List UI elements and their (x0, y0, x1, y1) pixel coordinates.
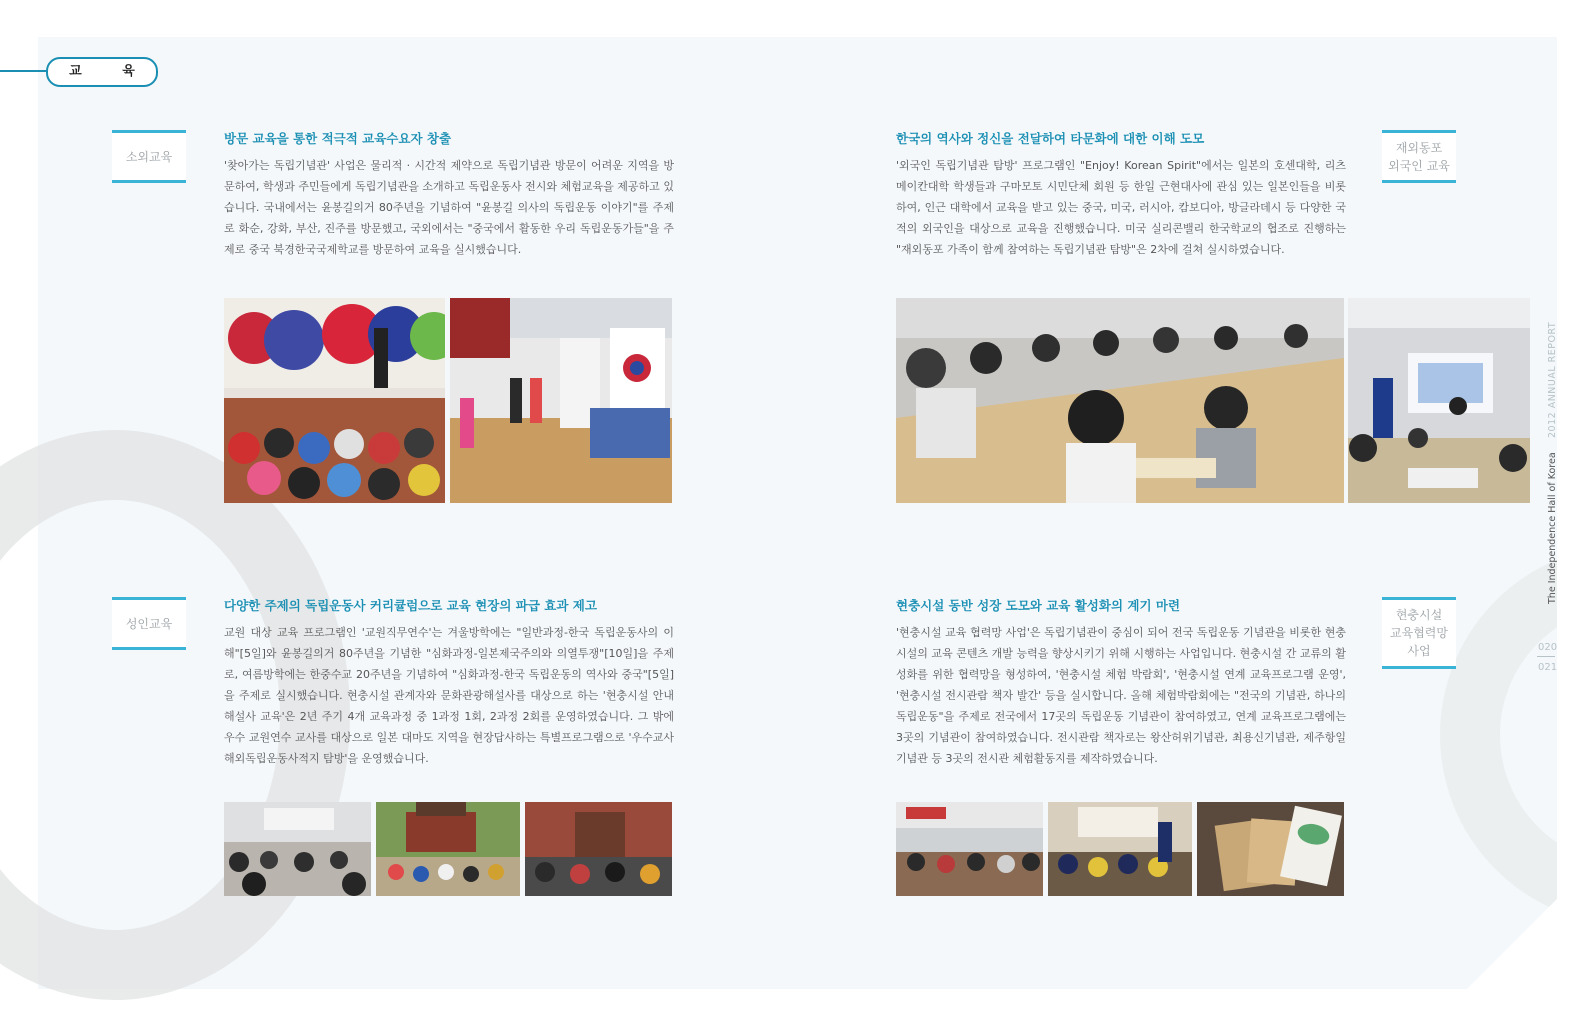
section-heading: 방문 교육을 통한 적극적 교육수요자 창출 (224, 131, 452, 146)
page-number-divider (1537, 656, 1555, 657)
photo-students-crafting (896, 298, 1344, 503)
section-heading: 현충시설 동반 성장 도모와 교육 활성화의 계기 마련 (896, 598, 1181, 613)
sidebar-organization: The Independence Hall of Korea (1547, 452, 1558, 604)
sidebar-report-title: 2012 ANNUAL REPORT (1547, 321, 1558, 438)
photo-experience-fair (896, 802, 1043, 896)
section-body: '외국인 독립기념관 탐방' 프로그램인 "Enjoy! Korean Spirit"에서는 일본의 호센대학, 리츠메이칸대학 학생들과 구마모토 시민단체 회원 등 한일 근현대사에 관심 있는 일본인들을 비롯하여, 인근 대학에서 교육을 받고 있는 중국, 미국, 러시아, 캄보디아, 방글라데시 등 다양한 국적의 외국인을 대상으로 교육을 진행했습니다. 미국 실리콘밸리 한국학교의 협조로 진행하는 "재외동포 가족이 함께 참여하는 독립기념관 탐방"은 2차에 걸쳐 실시하였습니다. (896, 159, 1346, 256)
photo-teacher-training (224, 802, 371, 896)
category-label-overseas: 재외동포 외국인 교육 (1382, 130, 1456, 183)
section-tag: 교 육 (46, 57, 158, 87)
photo-historic-site-visit (525, 802, 672, 896)
section-body: '찾아가는 독립기념관' 사업은 물리적 · 시간적 제약으로 독립기념관 방문이 어려운 지역을 방문하여, 학생과 주민들에게 독립기념관을 소개하고 독립운동사 전시와 체험교육을 제공하고 있습니다. 국내에서는 윤봉길의거 80주년을 기념하여 "윤봉길 의사의 독립운동 이야기"를 주제로 화순, 강화, 부산, 진주를 방문했고, 국외에서는 "중국에서 활동한 우리 독립운동가들"을 주제로 중국 북경한국국제학교를 방문하여 교육을 실시했습니다. (224, 159, 674, 256)
page-number-left: 020 (1538, 642, 1558, 653)
photo-activity-booklets (1197, 802, 1344, 896)
photo-exhibition-hall (450, 298, 672, 503)
section-body: 교원 대상 교육 프로그램인 '교원직무연수'는 겨울방학에는 "일반과정-한국 독립운동사의 이해"[5일]와 윤봉길의거 80주년을 기념한 "심화과정-일본제국주의와 의열투쟁"[10일]을 주제로, 여름방학에는 한중수교 20주년을 기념하여 "심화과정-한국 독립운동의 역사와 중국"[5일]을 주제로 실시했습니다. 현충시설 관계자와 문화관광해설사를 대상으로 하는 '현충시설 안내해설사 교육'은 2년 주기 4개 교육과정 중 1과정 1회, 2과정 2회를 운영하였습니다. 그 밖에 우수 교원연수 교사를 대상으로 일본 대마도 지역을 현장답사하는 특별프로그램으로 '우수교사 해외독립운동사적지 탐방'을 운영했습니다. (224, 626, 674, 765)
section-body: '현충시설 교육 협력망 사업'은 독립기념관이 중심이 되어 전국 독립운동 기념관을 비롯한 현충시설의 교육 콘텐츠 개발 능력을 향상시키기 위해 시행하는 사업입니다. 현충시설 간 교류의 활성화를 위한 협력망을 형성하여, '현충시설 체험 박람회', '현충시설 연계 교육프로그램 운영', '현충시설 전시관람 책자 발간' 등을 실시합니다. 올해 체험박람회에는 "전국의 기념관, 하나의 독립운동"을 주제로 전국에서 17곳의 독립운동 기념관이 참여하였고, 연계 교육프로그램에는 3곳의 기념관이 참여하였습니다. 전시관람 책자로는 왕산허위기념관, 최용신기념관, 제주항일기념관 등 3곳의 전시관 체험활동지를 제작하였습니다. (896, 626, 1346, 765)
page-number-right: 021 (1538, 662, 1558, 673)
photo-memorial-program (1048, 802, 1192, 896)
category-label-memorial-network: 현충시설 교육협력망 사업 (1382, 597, 1456, 669)
photo-field-trip-group (376, 802, 520, 896)
section-tag-line (0, 70, 48, 72)
category-label-underprivileged: 소외교육 (112, 130, 186, 183)
photo-exhibition-lecture (224, 298, 445, 503)
section-heading: 다양한 주제의 독립운동사 커리큘럼으로 교육 현장의 파급 효과 제고 (224, 598, 597, 613)
page-edge (1557, 0, 1587, 1020)
section-heading: 한국의 역사와 정신을 전달하여 타문화에 대한 이해 도모 (896, 131, 1205, 146)
photo-classroom-presentation (1348, 298, 1530, 503)
page-corner-cut (1467, 899, 1557, 989)
category-label-adult: 성인교육 (112, 597, 186, 650)
